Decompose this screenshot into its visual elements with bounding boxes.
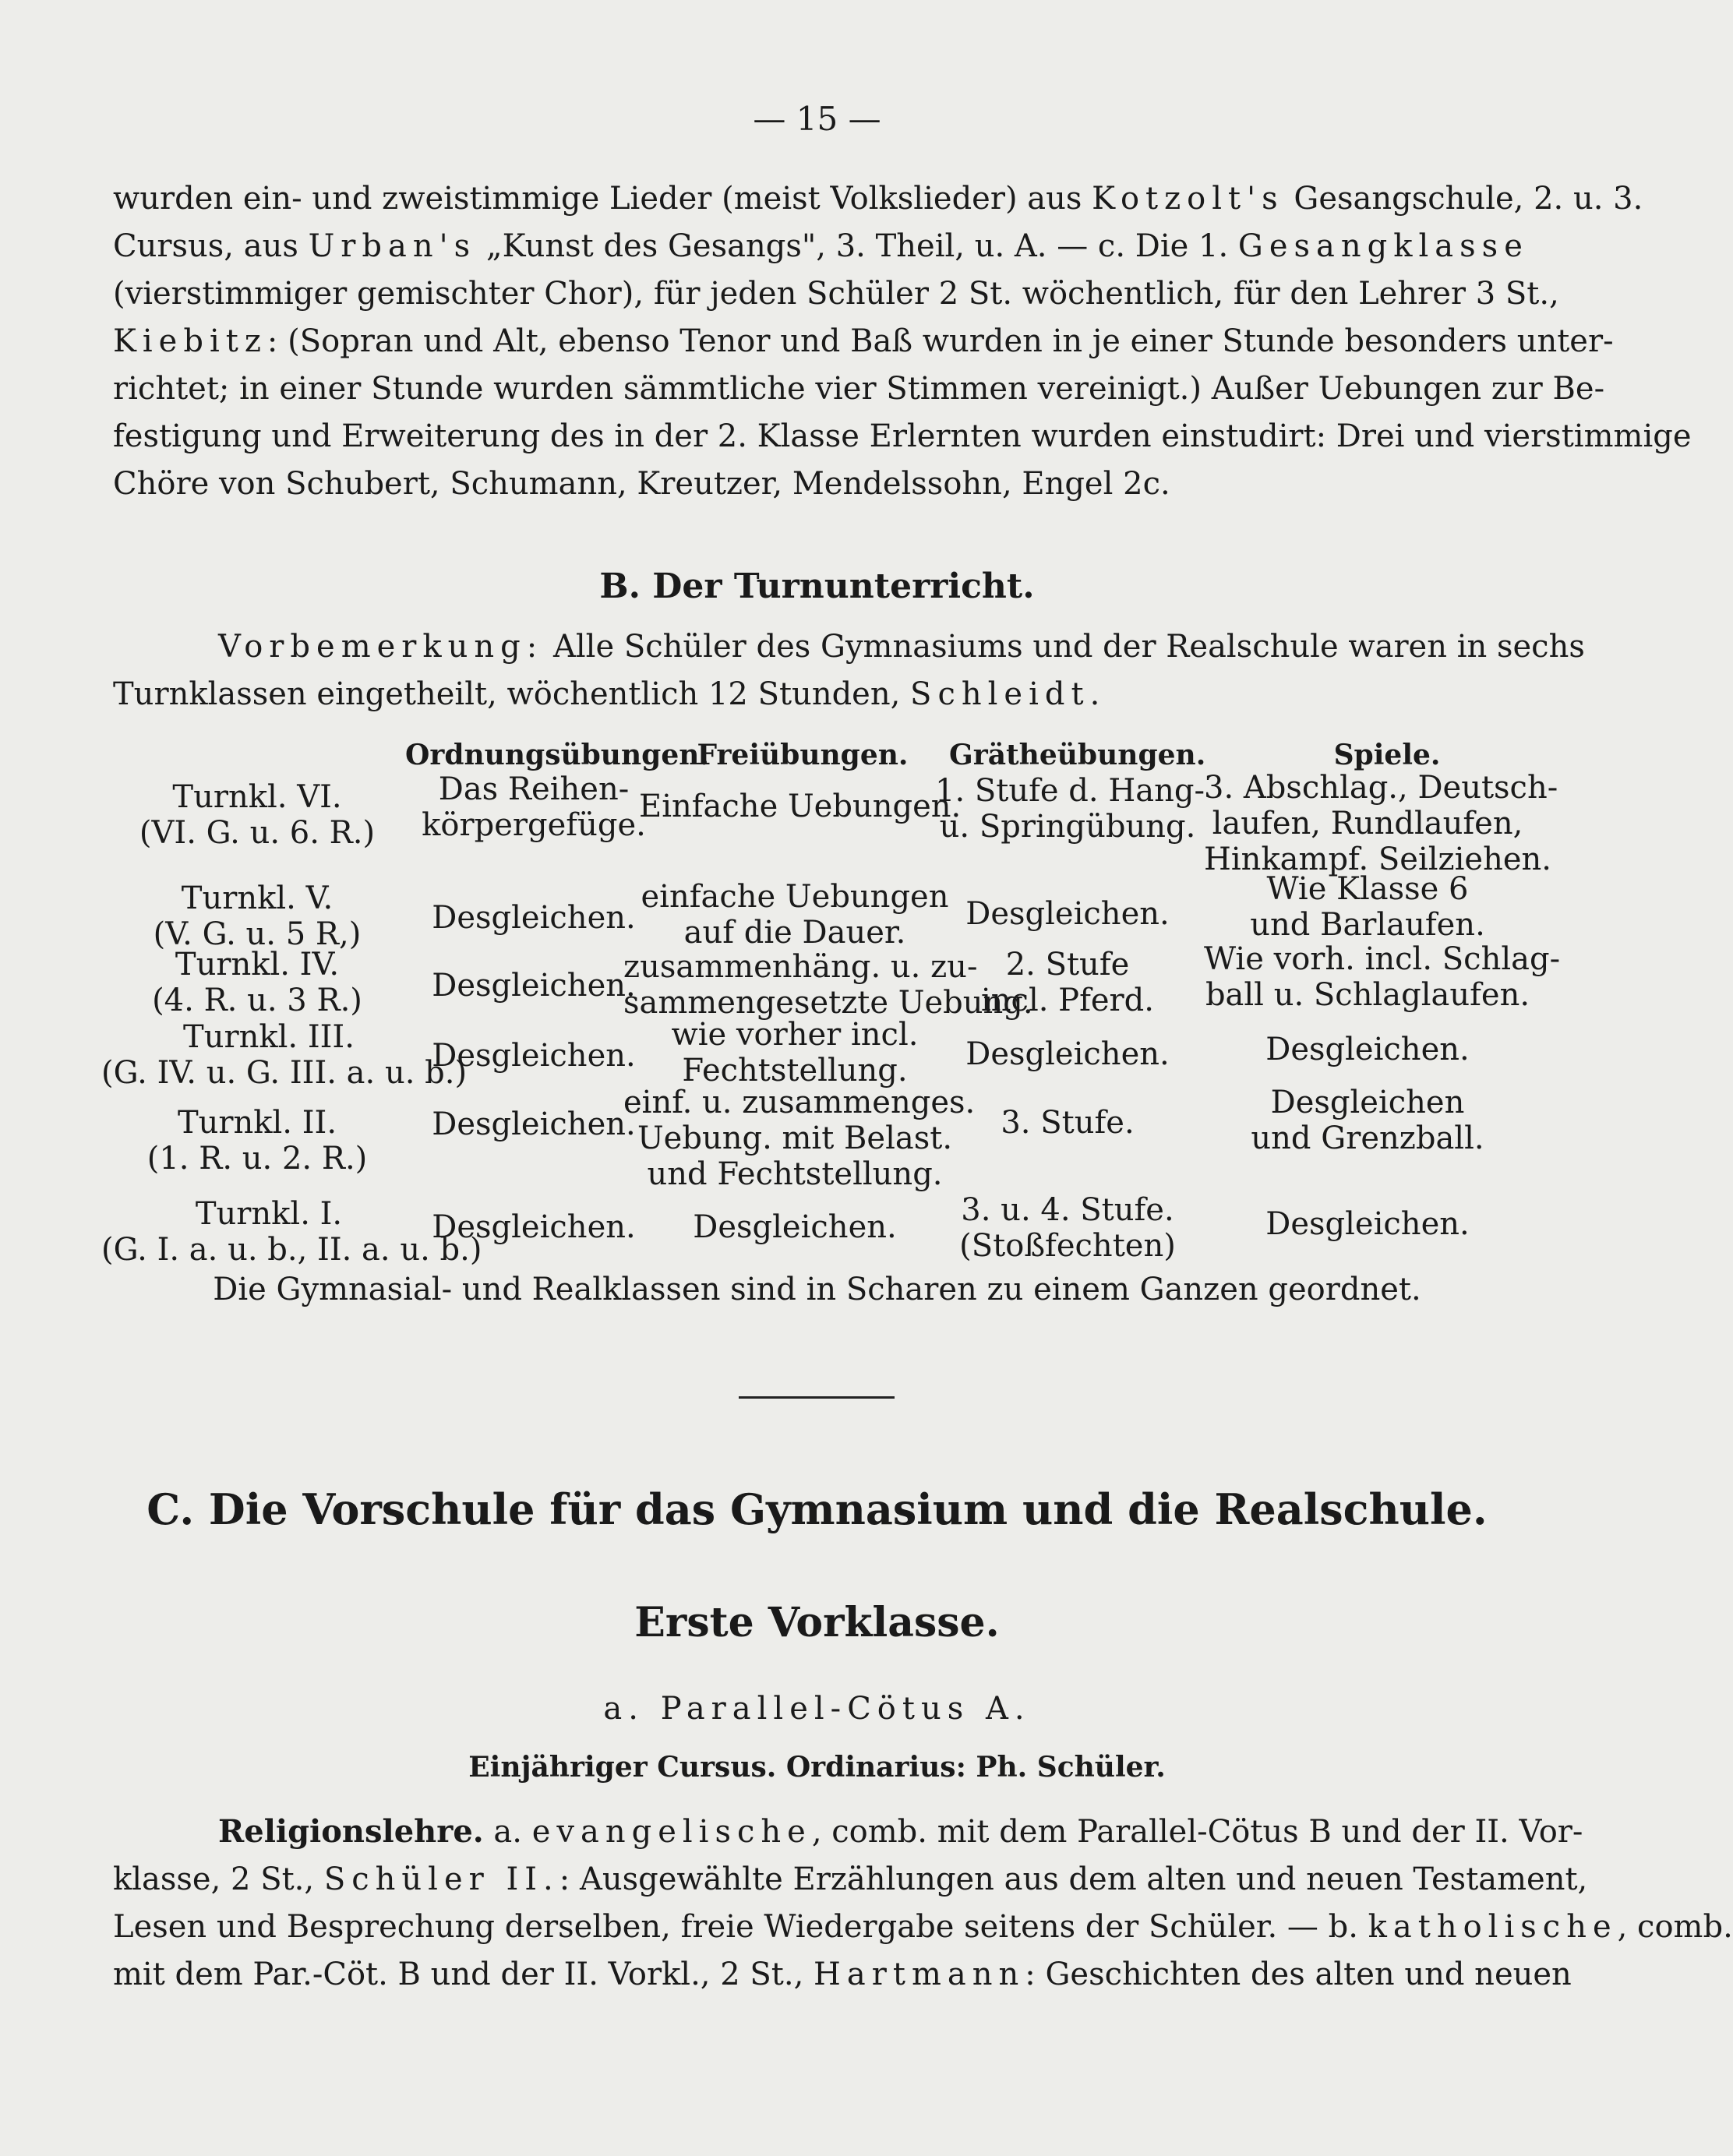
table-cell-spiele: 3. Abschlag., Deutsch- laufen, Rundlaufen, Hinkampf. Seilziehen.	[1204, 770, 1558, 877]
table-cell-klasse: Turnkl. IV. (4. R. u. 3 R.)	[152, 947, 362, 1018]
table-cell-spiele: Wie Klasse 6 und Barlaufen.	[1250, 871, 1485, 943]
vorschule-subheading: Erste Vorklasse.	[634, 1599, 1000, 1646]
text-line: Turnklassen eingetheilt, wöchentlich 12 Stunden, Schleidt.	[113, 676, 1100, 712]
text-line: Cursus, aus Urban's „Kunst des Gesangs", 3. Theil, u. A. — c. Die 1. Gesangklasse	[113, 228, 1529, 264]
col-header-frei: Freiübungen.	[697, 739, 909, 771]
table-cell-klasse: Turnkl. I. (G. I. a. u. b., II. a. u. b.)	[101, 1196, 482, 1268]
table-cell-frei: Einfache Uebungen.	[639, 789, 962, 824]
table-cell-geraet: Desgleichen.	[965, 896, 1170, 932]
name-schueler: Schüler II.	[323, 1861, 559, 1897]
table-cell-klasse: Turnkl. V. (V. G. u. 5 R,)	[153, 880, 362, 952]
col-header-ordnung: Ordnungsübungen.	[405, 739, 709, 771]
table-cell-frei: einfache Uebungen auf die Dauer.	[641, 879, 949, 951]
text-line: Religionslehre. a. evangelische, comb. mit dem Parallel-Cötus B und der II. Vor-	[218, 1813, 1583, 1850]
name-schleidt: Schleidt	[910, 676, 1090, 712]
table-cell-spiele: Desgleichen.	[1265, 1206, 1470, 1242]
text-line: festigung und Erweiterung des in der 2. Klasse Erlernten wurden einstudirt: Drei und vierstimmige	[113, 418, 1692, 454]
table-cell-klasse: Turnkl. II. (1. R. u. 2. R.)	[146, 1105, 368, 1177]
name-hartmann: Hartmann	[814, 1957, 1025, 1992]
table-cell-frei: wie vorher incl. Fechtstellung.	[671, 1017, 919, 1089]
vorschule-heading: C. Die Vorschule für das Gymnasium und die Realschule.	[146, 1484, 1488, 1534]
religion-label: Religionslehre.	[218, 1813, 484, 1850]
name-kiebitz: Kiebitz	[113, 323, 267, 359]
table-cell-geraet: 1. Stufe d. Hang- u. Springübung.	[935, 773, 1205, 845]
table-cell-frei: einf. u. zusammenges. Uebung. mit Belast. und Fechtstellung.	[623, 1085, 976, 1192]
text-line: Vorbemerkung: Alle Schüler des Gymnasiums und der Realschule waren in sechs	[218, 629, 1585, 665]
turn-heading: B. Der Turnunterricht.	[599, 566, 1035, 606]
table-cell-ordnung: Desgleichen.	[432, 900, 636, 936]
section-divider	[739, 1396, 895, 1399]
table-cell-geraet: 3. u. 4. Stufe. (Stoßfechten)	[959, 1192, 1176, 1264]
text-line: Kiebitz: (Sopran und Alt, ebenso Tenor und Baß wurden in je einer Stunde besonders unter-	[113, 323, 1614, 359]
katholische-label: katholische	[1368, 1909, 1618, 1945]
table-cell-ordnung: Desgleichen.	[432, 1209, 636, 1245]
text-line: (vierstimmiger gemischter Chor), für jeden Schüler 2 St. wöchentlich, für den Lehrer 3 St.,	[113, 276, 1559, 312]
col-header-spiele: Spiele.	[1333, 739, 1441, 771]
table-cell-ordnung: Desgleichen.	[432, 1106, 636, 1142]
table-cell-spiele: Desgleichen und Grenzball.	[1251, 1085, 1484, 1156]
table-cell-geraet: Desgleichen.	[965, 1036, 1170, 1072]
table-cell-ordnung: Desgleichen.	[432, 968, 636, 1004]
text-line: Chöre von Schubert, Schumann, Kreutzer, Mendelssohn, Engel 2c.	[113, 466, 1170, 502]
text-line: mit dem Par.-Cöt. B und der II. Vorkl., 2 St., Hartmann: Geschichten des alten und neuen	[113, 1957, 1572, 1992]
page-number: — 15 —	[753, 100, 881, 138]
table-cell-klasse: Turnkl. VI. (VI. G. u. 6. R.)	[139, 779, 376, 851]
evangelische-label: evangelische	[531, 1814, 812, 1850]
religion-paragraph	[113, 1808, 1733, 1999]
table-cell-klasse: Turnkl. III. (G. IV. u. G. III. a. u. b.)	[101, 1019, 468, 1091]
coetus-heading: a. Parallel-Cötus A.	[603, 1691, 1031, 1727]
text-line: Lesen und Besprechung derselben, freie Wiedergabe seitens der Schüler. — b. katholische, comb.	[113, 1909, 1733, 1945]
text-line: klasse, 2 St., Schüler II.: Ausgewählte Erzählungen aus dem alten und neuen Testament,	[113, 1861, 1588, 1897]
gesangklasse-label: Gesangklasse	[1237, 228, 1529, 264]
vorbemerkung-label: Vorbemerkung:	[218, 629, 544, 665]
table-cell-spiele: Wie vorh. incl. Schlag- ball u. Schlaglaufen.	[1204, 941, 1561, 1013]
table-cell-geraet: 3. Stufe.	[1001, 1105, 1135, 1141]
music-paragraph	[113, 175, 1692, 508]
table-cell-ordnung: Das Reihen- körpergefüge.	[422, 771, 646, 843]
col-header-geraet: Grätheübungen.	[949, 739, 1206, 771]
turn-intro	[113, 623, 1585, 718]
table-cell-ordnung: Desgleichen.	[432, 1038, 636, 1074]
turn-footer: Die Gymnasial- und Realklassen sind in Scharen zu einem Ganzen geordnet.	[213, 1272, 1421, 1307]
table-cell-spiele: Desgleichen.	[1265, 1032, 1470, 1067]
text-line: wurden ein- und zweistimmige Lieder (meist Volkslieder) aus Kotzolt's Gesangschule, 2. u. 3.	[113, 181, 1643, 217]
table-cell-frei: zusammenhäng. u. zu- sammengesetzte Uebung.	[623, 949, 1033, 1021]
table-cell-frei: Desgleichen.	[693, 1209, 897, 1245]
name-kotzolt: Kotzolt's	[1092, 181, 1284, 217]
table-cell-geraet: 2. Stufe incl. Pferd.	[980, 947, 1154, 1018]
cursus-line: Einjähriger Cursus. Ordinarius: Ph. Schüler.	[468, 1751, 1166, 1784]
text-line: richtet; in einer Stunde wurden sämmtliche vier Stimmen vereinigt.) Außer Uebungen zur Be-	[113, 371, 1605, 407]
name-urban: Urban's	[308, 228, 477, 264]
